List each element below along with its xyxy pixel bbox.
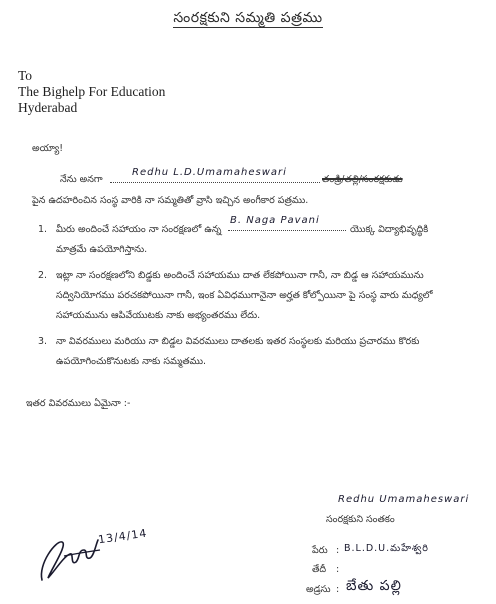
line2-text: పైన ఉదహరించిన సంస్థ వారికి నా సమ్మతితో వ్రాసి ఇచ్చిన అంగీకార పత్రము. xyxy=(32,195,309,206)
field-address-value: బేతు పల్లి xyxy=(346,578,402,594)
item-1-continuation: మాత్రమే ఉపయోగిస్తాను. xyxy=(56,244,148,255)
other-details-label: ఇతర వివరములు ఏమైనా :- xyxy=(26,398,131,409)
signature-scribble-icon xyxy=(34,520,184,590)
official-signature xyxy=(34,520,184,590)
field-name-label: పేరు xyxy=(312,545,328,556)
form-title: సంరక్షకుని సమ్మతి పత్రము xyxy=(173,10,323,26)
item-2-text: ఇట్లా నా సంరక్షణలోని బిడ్డకు అందించే సహాయము దాత లేకపోయినా గానీ, నా బిడ్డ ఆ సహాయమును సద్వినియోగము పరచకపోయినా గానీ, ఇంక ఏవిధముగానైనా అర్హత కోల్పోయినా పై సంస్థ వారు మధ్యలో సహాయమును ఆపివేయుటకు నాకు అభ్యంతరము లేదు. xyxy=(56,270,433,321)
child-name-blank xyxy=(228,214,346,231)
name-blank xyxy=(110,166,320,183)
guardian-signature-label: సంరక్షకుని సంతకం xyxy=(326,514,395,525)
official-signature-date: 13/4/14 xyxy=(97,526,149,547)
field-address-colon: : xyxy=(336,584,340,595)
guardian-handwritten-signature: Redhu Umamaheswari xyxy=(338,494,470,505)
field-address-label: అడ్రసు xyxy=(306,584,331,595)
handwritten-name: Redhu L.D.Umamaheswari xyxy=(132,167,287,178)
item-1-pre: మీరు అందించే సహాయం నా సంరక్షణలో ఉన్న xyxy=(56,224,222,235)
handwritten-child-name: B. Naga Pavani xyxy=(230,215,320,226)
address-to: To xyxy=(18,68,33,83)
field-date-label: తేదీ xyxy=(312,564,327,575)
line1-prefix: నేను అనగా xyxy=(60,174,103,185)
salutation: అయ్యా! xyxy=(32,143,64,154)
line1-suffix: తండ్రి/తల్లి/సంరక్షకుడు xyxy=(322,174,403,185)
address-city: Hyderabad xyxy=(18,100,78,115)
item-3-number: 3. xyxy=(38,336,48,347)
item-1-number: 1. xyxy=(38,224,48,235)
item-3-text: నా వివరములు మరియు నా బిడ్డల వివరములు దాతలకు ఇతర సంస్థలకు మరియు ప్రచారము కొరకు ఉపయోగించుకొనుటకు నాకు సమ్మతము. xyxy=(56,336,420,367)
field-name-colon: : xyxy=(336,545,340,556)
address-org: The Bighelp For Education xyxy=(18,84,166,99)
field-date-colon: : xyxy=(336,564,340,575)
field-name-value: B.L.D.U.మహేశ్వరి xyxy=(344,543,429,554)
item-2-number: 2. xyxy=(38,270,48,281)
item-1-post: యొక్క విద్యాభివృద్ధికి xyxy=(350,224,429,235)
